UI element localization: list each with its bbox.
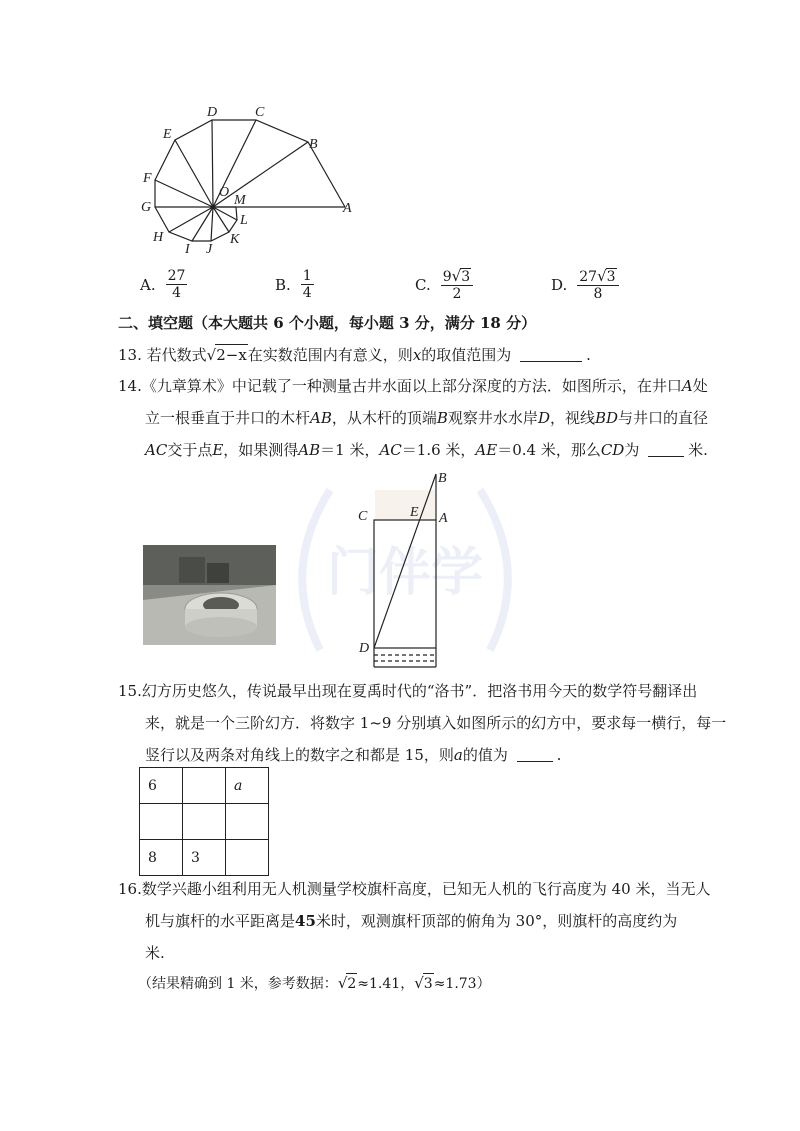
q15-text: 幻方历史悠久，传说最早出现在夏禹时代的“洛书”．把洛书用今天的数学符号翻译出 [141, 682, 698, 700]
question-14-line1 [118, 376, 718, 396]
grid-cell [183, 804, 226, 840]
q13-text: 的取值范围为 [421, 346, 512, 364]
q12-label-L: L [240, 213, 248, 228]
segment-label: BD [594, 409, 619, 427]
q12-label-K: K [230, 232, 240, 247]
option-label: A. [140, 275, 156, 294]
grid-cell: 6 [140, 768, 183, 804]
segment-label: AC [379, 441, 402, 459]
q12-label-I: I [185, 242, 190, 257]
answer-blank[interactable] [517, 747, 553, 762]
q12-label-M: M [234, 193, 246, 208]
question-number: 16. [118, 880, 142, 898]
q16-text: 米时，观测旗杆顶部的俯角为 30°，则旗杆的高度约为 [315, 912, 678, 930]
question-16-line3: 米. [145, 944, 165, 962]
q15-text: . [556, 746, 562, 764]
q14-text: 米. [688, 441, 708, 459]
denominator: 2 [452, 286, 462, 302]
q14-text: 处 [692, 377, 708, 395]
q14-text: 与井口的直径 [618, 409, 709, 427]
q14-well-diagram [352, 468, 462, 673]
q16-note-text: （结果精确到 1 米，参考数据： [138, 976, 338, 992]
fraction [301, 268, 314, 301]
question-number: 14. [118, 377, 142, 395]
question-15-line1 [118, 681, 718, 701]
question-13 [118, 344, 718, 365]
grid-cell: 3 [183, 840, 226, 876]
q12-label-G: G [141, 200, 152, 215]
variable: a [453, 746, 463, 764]
q16-note-text: ≈1.73） [433, 976, 491, 992]
grid-cell [183, 768, 226, 804]
q15-text: 的值为 [462, 746, 508, 764]
numerator: 9 [442, 269, 452, 285]
q14-label-E: E [410, 505, 419, 520]
section-heading: 二、填空题（本大题共 6 个小题，每小题 3 分，满分 18 分） [118, 314, 537, 332]
q14-text: 为 [624, 441, 640, 459]
denominator: 4 [302, 285, 312, 301]
q16-number: 45 [295, 912, 316, 930]
q14-label-B: B [438, 471, 447, 486]
q12-label-C: C [255, 105, 265, 120]
q14-text: ，视线 [549, 409, 595, 427]
segment-label: AE [475, 441, 498, 459]
q14-text: 立一根垂直于井口的木杆 [145, 409, 311, 427]
question-16-note [138, 973, 738, 994]
magic-square-grid [139, 767, 269, 876]
q12-label-E: E [163, 127, 172, 142]
q12-option-c [415, 268, 473, 302]
grid-cell: 8 [140, 840, 183, 876]
radicand: 2−x [216, 346, 247, 364]
q16-text: 机与旗杆的水平距离是 [145, 912, 296, 930]
q14-text: 观察井水水岸 [447, 409, 538, 427]
question-number: 13. [118, 346, 142, 364]
q13-text: 若代数式 [146, 346, 207, 364]
question-16-line1 [118, 879, 718, 899]
q14-text: 交于点 [167, 441, 213, 459]
denominator: 4 [172, 285, 181, 301]
question-14-line2 [145, 408, 745, 428]
point-label: A [681, 377, 693, 395]
point-label: E [212, 441, 224, 459]
q14-text: 《九章算术》中记载了一种测量古井水面以上部分深度的方法．如图所示，在井口 [141, 377, 682, 395]
numerator: 27 [167, 268, 186, 284]
segment-label: AB [310, 409, 332, 427]
q12-option-b [275, 268, 314, 301]
answer-blank[interactable] [520, 347, 582, 362]
radicand: 3 [423, 973, 434, 994]
question-15-line3 [145, 745, 745, 765]
q14-text: ，如果测得 [223, 441, 299, 459]
question-16-line2 [145, 911, 745, 931]
option-label: D. [551, 276, 568, 294]
q16-note-text: ≈1.41， [357, 976, 415, 992]
sqrt-sign: √ [206, 346, 217, 364]
fraction [441, 268, 473, 302]
numerator: 27 [579, 269, 598, 285]
q12-label-B: B [309, 137, 318, 152]
q12-label-J: J [206, 242, 213, 257]
q14-text: ＝0.4 米，那么 [497, 441, 601, 459]
q16-text: 数学兴趣小组利用无人机测量学校旗杆高度，已知无人机的飞行高度为 40 米，当无人 [141, 880, 711, 898]
radicand: 2 [346, 973, 357, 994]
option-label: B. [275, 275, 291, 294]
question-number: 15. [118, 682, 142, 700]
radicand: 3 [461, 269, 471, 285]
watermark-text: 门伴学 [326, 543, 484, 603]
variable: x [412, 346, 422, 364]
numerator: 1 [302, 268, 312, 284]
question-14-line3 [145, 440, 745, 460]
q12-option-a [140, 268, 187, 301]
sqrt-sign: √ [451, 267, 462, 285]
q14-text: ＝1 米， [320, 441, 380, 459]
grid-cell [226, 840, 269, 876]
q12-option-d [551, 268, 619, 302]
point-label: B [436, 409, 448, 427]
sqrt-sign: √ [337, 974, 348, 992]
grid-cell [226, 804, 269, 840]
grid-cell: a [226, 768, 269, 804]
q14-text: ，从木杆的顶端 [331, 409, 437, 427]
option-label: C. [415, 276, 431, 294]
q12-label-H: H [153, 230, 164, 245]
well-photo [143, 545, 276, 645]
segment-label: AC [145, 441, 168, 459]
q12-label-A: A [343, 201, 352, 216]
q12-label-F: F [143, 171, 152, 186]
denominator: 8 [593, 286, 603, 302]
grid-cell [140, 804, 183, 840]
question-15-line2: 来，就是一个三阶幻方．将数字 1~9 分别填入如图所示的幻方中，要求每一横行，每一 [145, 714, 727, 732]
q14-label-C: C [358, 509, 368, 524]
q15-text: 竖行以及两条对角线上的数字之和都是 15，则 [145, 746, 454, 764]
radicand: 3 [606, 269, 616, 285]
q14-text: ＝1.6 米， [401, 441, 476, 459]
segment-label: AB [298, 441, 321, 459]
point-label: D [537, 409, 550, 427]
sqrt-sign: √ [414, 974, 424, 992]
sqrt-sign: √ [597, 267, 607, 285]
answer-blank[interactable] [648, 442, 684, 457]
fraction [166, 268, 188, 301]
q14-label-D: D [359, 641, 370, 656]
q13-text: 在实数范围内有意义，则 [247, 346, 413, 364]
q12-spiral-figure [135, 100, 365, 260]
q12-label-D: D [207, 105, 218, 120]
q14-label-A: A [439, 511, 448, 526]
q12-label-O: O [219, 185, 230, 200]
segment-label: CD [600, 441, 625, 459]
fraction [577, 268, 618, 302]
q13-text: . [586, 346, 591, 364]
